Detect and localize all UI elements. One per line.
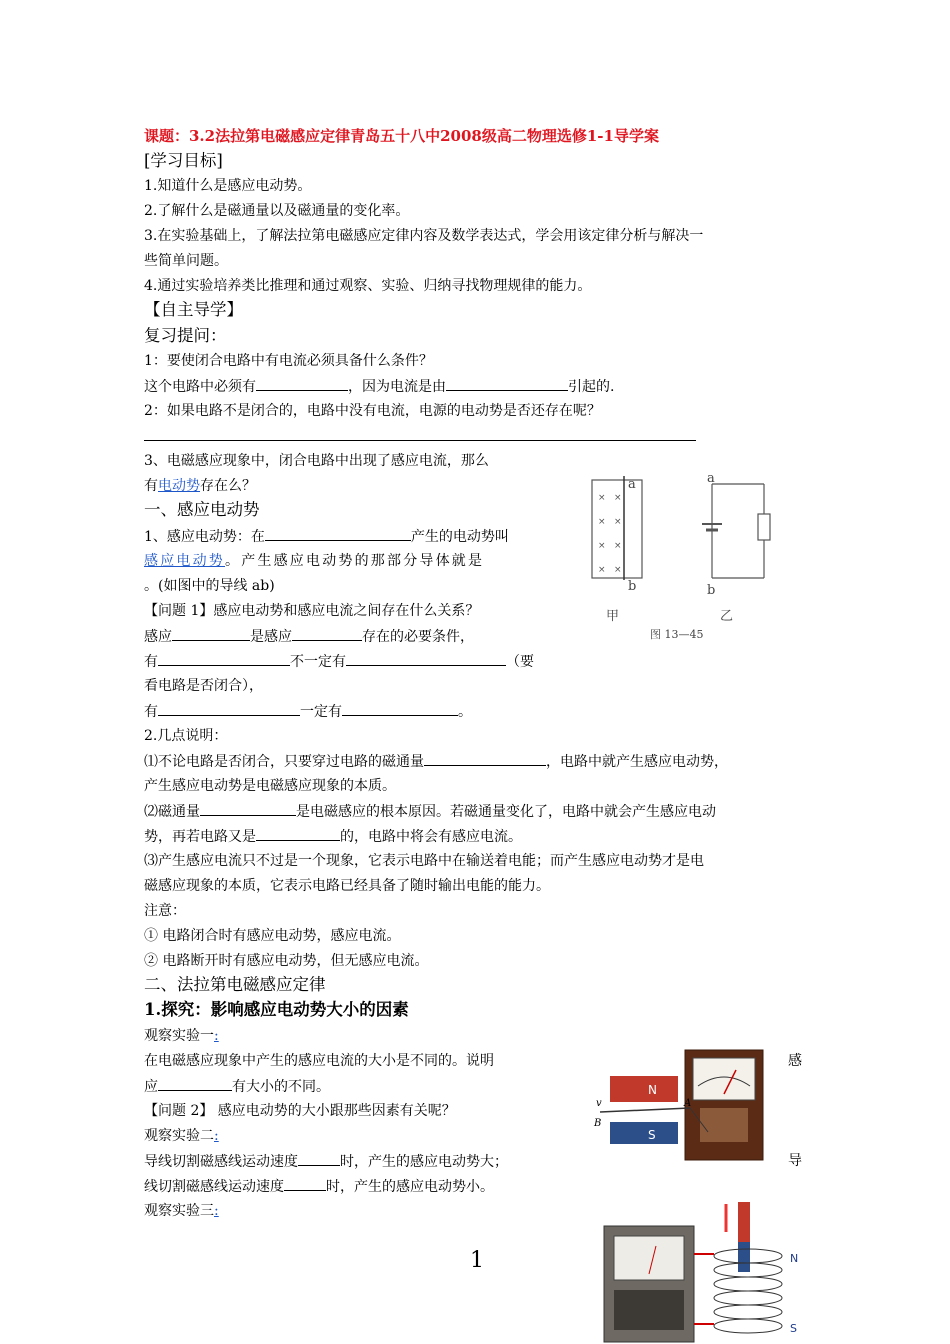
coil-magnet-figure	[600, 1196, 810, 1344]
definition-line3: 。(如图中的导线 ab)	[144, 578, 275, 594]
review-heading: 复习提问：	[144, 326, 227, 345]
text: 的，电路中将会有感应电流。	[340, 829, 522, 845]
text: 线切割磁感线运动速度	[144, 1179, 284, 1195]
label-B: B	[594, 1118, 602, 1129]
meter-terminals	[614, 1290, 684, 1330]
experiment-1-line2	[144, 1076, 330, 1097]
text: 不一定有	[290, 654, 346, 670]
experiment-2-link[interactable]: :	[214, 1128, 219, 1144]
fill-blank[interactable]	[158, 701, 300, 716]
text: ⑵磁通量	[144, 804, 200, 820]
fill-blank[interactable]	[256, 376, 348, 391]
emf-link[interactable]: 电动势	[158, 478, 200, 494]
text: 观察实验三	[144, 1203, 214, 1219]
text: 产生的电动势叫	[410, 529, 509, 545]
experiment-2-line2	[144, 1176, 494, 1197]
experiment-1-line1: 在电磁感应现象中产生的感应电流的大小是不同的。说明	[144, 1053, 494, 1069]
figure-caption: 图 13—45	[650, 628, 704, 641]
definition-line1	[144, 526, 509, 547]
text: 这个电路中必须有	[144, 379, 256, 395]
problem-1-line-a	[144, 626, 474, 647]
explore-heading: 1.探究：影响感应电动势大小的因素	[144, 1000, 409, 1019]
label-A: A	[684, 1098, 692, 1109]
attention-1: ① 电路闭合时有感应电动势，感应电流。	[144, 928, 401, 944]
circuit-figure	[580, 468, 780, 643]
problem-1-line-d	[144, 701, 472, 722]
goals-heading: [学习目标]	[144, 151, 223, 170]
note-2-line1	[144, 801, 716, 822]
label-a2: a	[707, 471, 715, 486]
text: 一定有	[300, 704, 342, 720]
text: 导线切割磁感线运动速度	[144, 1154, 298, 1170]
text: 引起的.	[568, 379, 615, 395]
text: 存在的必要条件，	[362, 629, 474, 645]
text: ，电路中就产生感应电动势，	[546, 754, 728, 770]
text: 应	[144, 1079, 158, 1095]
magnet-north	[738, 1202, 750, 1242]
label-v: v	[596, 1098, 602, 1109]
note-3-line2: 磁感应现象的本质，它表示电路已经具备了随时输出电能的能力。	[144, 878, 550, 894]
fill-blank[interactable]	[284, 1176, 326, 1191]
text: 。	[458, 704, 472, 720]
label-N: N	[648, 1083, 657, 1097]
attention-2: ② 电路断开时有感应电动势，但无感应电流。	[144, 953, 429, 969]
field-mark: ×	[614, 541, 622, 551]
review-question-1: 1：要使闭合电路中有电流必须具备什么条件？	[144, 353, 433, 369]
goal-3-line2: 些简单问题。	[144, 253, 228, 269]
magnet-top	[610, 1076, 678, 1102]
induced-emf-link[interactable]: 感应电动势	[144, 553, 225, 569]
magnet-galvanometer-figure	[590, 1046, 775, 1166]
label-jia: 甲	[606, 609, 620, 624]
note-1-line2: 产生感应电动势是电磁感应现象的本质。	[144, 778, 396, 794]
problem-1-line-c: 看电路是否闭合），	[144, 678, 263, 694]
conducting-rod	[600, 1108, 690, 1112]
label-b: b	[628, 579, 637, 594]
fill-blank[interactable]	[342, 701, 458, 716]
text: 时，产生的感应电动势小。	[326, 1179, 494, 1195]
text: 。产生感应电动势的那部分导体就是	[225, 553, 485, 569]
field-mark: ×	[598, 565, 606, 575]
fill-blank[interactable]	[172, 626, 250, 641]
fill-blank[interactable]	[298, 1151, 340, 1166]
problem-2: 【问题 2】 感应电动势的大小跟那些因素有关呢？	[144, 1103, 456, 1119]
fill-blank[interactable]	[158, 1076, 232, 1091]
experiment-1-line1-end: 感	[788, 1053, 802, 1069]
field-mark: ×	[598, 493, 606, 503]
goal-1: 1.知道什么是感应电动势。	[144, 178, 312, 194]
text: 有	[144, 704, 158, 720]
magnet-bottom	[610, 1122, 678, 1144]
section-2-heading: 二、法拉第电磁感应定律	[144, 975, 326, 994]
experiment-1-label	[144, 1026, 228, 1046]
self-study-heading: 【自主导学】	[144, 300, 243, 319]
label-N: N	[790, 1252, 799, 1265]
review-question-1-blank-line	[144, 376, 614, 397]
field-mark: ×	[598, 517, 606, 527]
fill-blank[interactable]	[424, 751, 546, 766]
text: 是电磁感应的根本原因。若磁通量变化了，电路中就会产生感应电动	[296, 804, 716, 820]
note-2-line2	[144, 826, 522, 847]
label-S: S	[790, 1322, 797, 1335]
lesson-title: 课题：3.2法拉第电磁感应定律青岛五十八中2008级高二物理选修1-1导学案	[144, 127, 659, 145]
review-question-3-line1: 3、电磁感应现象中，闭合电路中出现了感应电流，那么	[144, 453, 489, 469]
text: 势，再若电路又是	[144, 829, 256, 845]
note-1-line1	[144, 751, 728, 772]
fill-blank[interactable]	[158, 651, 290, 666]
resistor	[758, 514, 770, 540]
text: 是感应	[250, 629, 292, 645]
label-b2: b	[707, 583, 716, 598]
fill-blank[interactable]	[200, 801, 296, 816]
definition-line2	[144, 551, 484, 571]
text: 有	[144, 478, 158, 494]
review-question-3-line2	[144, 476, 256, 496]
fill-blank[interactable]	[256, 826, 340, 841]
review-question-2: 2：如果电路不是闭合的，电路中没有电流，电源的电动势是否还存在呢？	[144, 403, 601, 419]
fill-blank[interactable]	[265, 526, 411, 541]
text: ，因为电流是由	[348, 379, 446, 395]
text: 时，产生的感应电动势大；	[340, 1154, 508, 1170]
note-3-line1: ⑶产生感应电流只不过是一个现象，它表示电路中在输送着电能；而产生感应电动势才是电	[144, 853, 704, 869]
text: 观察实验一	[144, 1028, 214, 1044]
experiment-2-line1-end: 导	[788, 1153, 802, 1169]
problem-1-line-b	[144, 651, 534, 672]
goal-4: 4.通过实验培养类比推理和通过观察、实验、归纳寻找物理规律的能力。	[144, 278, 592, 294]
text: 存在么？	[200, 478, 256, 494]
label-yi: 乙	[720, 609, 734, 624]
experiment-1-link[interactable]: :	[214, 1028, 219, 1044]
text: ⑴不论电路是否闭合，只要穿过电路的磁通量	[144, 754, 424, 770]
field-mark: ×	[614, 565, 622, 575]
notes-heading: 2.几点说明：	[144, 728, 228, 744]
text: 感应	[144, 629, 172, 645]
galvanometer-base	[700, 1108, 748, 1142]
answer-line[interactable]	[144, 440, 696, 441]
text: 观察实验二	[144, 1128, 214, 1144]
text: 有大小的不同。	[232, 1079, 330, 1095]
label-a: a	[628, 477, 636, 492]
field-mark: ×	[598, 541, 606, 551]
magnet-south	[738, 1242, 750, 1272]
fill-blank[interactable]	[346, 651, 506, 666]
experiment-2-label	[144, 1126, 228, 1146]
text: 1、感应电动势：在	[144, 529, 265, 545]
experiment-3-link[interactable]: :	[214, 1203, 219, 1219]
experiment-3-label	[144, 1201, 228, 1221]
fill-blank[interactable]	[292, 626, 362, 641]
goal-2: 2.了解什么是磁通量以及磁通量的变化率。	[144, 203, 410, 219]
problem-1: 【问题 1】感应电动势和感应电流之间存在什么关系？	[144, 603, 480, 619]
field-mark: ×	[614, 517, 622, 527]
field-mark: ×	[614, 493, 622, 503]
section-1-heading: 一、感应电动势	[144, 500, 260, 519]
page-number: 1	[470, 1248, 484, 1273]
fill-blank[interactable]	[446, 376, 568, 391]
label-S: S	[648, 1128, 656, 1142]
text: 有	[144, 654, 158, 670]
text: （要	[506, 654, 534, 670]
attention-heading: 注意：	[144, 903, 186, 919]
experiment-2-line1	[144, 1151, 508, 1172]
goal-3-line1: 3.在实验基础上，了解法拉第电磁感应定律内容及数学表达式，学会用该定律分析与解决一	[144, 228, 704, 244]
